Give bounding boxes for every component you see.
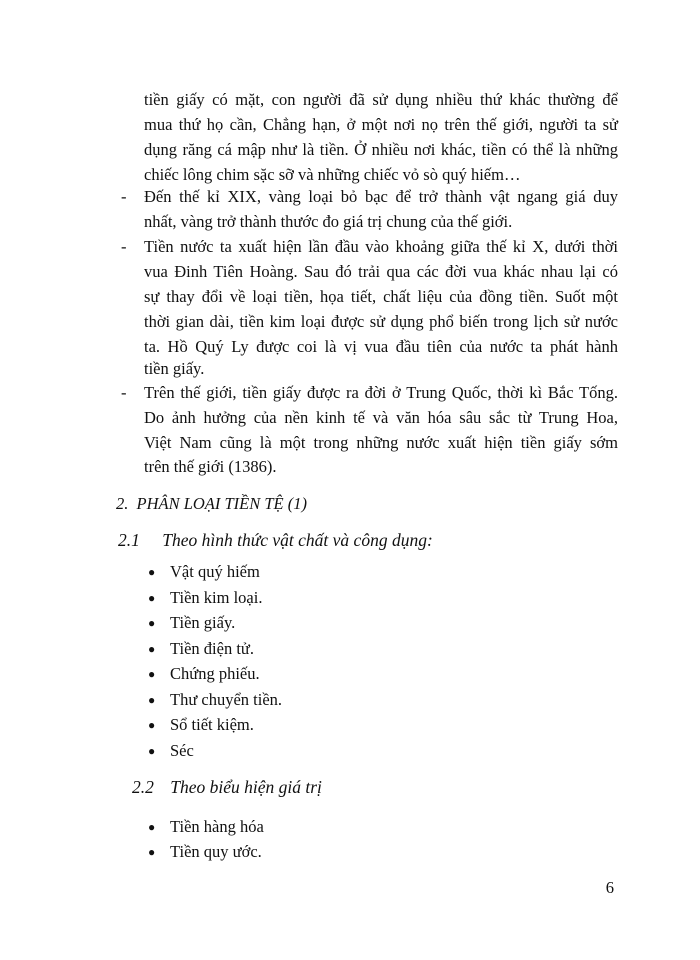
list-item: Tiền hàng hóa <box>170 817 264 836</box>
section-heading <box>116 494 307 514</box>
paragraph-line: tiền giấy. <box>144 359 205 378</box>
paragraph-line: vua Đinh Tiên Hoàng. Sau đó trải qua các đời vua khác nhau lại có <box>144 262 618 281</box>
list-item: Chứng phiếu. <box>170 664 260 683</box>
paragraph-line: chiếc lông chim sặc sỡ và những chiếc vỏ sò quý hiếm… <box>144 165 521 184</box>
list-item: Thư chuyển tiền. <box>170 690 283 709</box>
section-number: 2. <box>116 494 129 513</box>
paragraph-line: Tiền nước ta xuất hiện lần đầu vào khoảng giữa thế kỉ X, dưới thời <box>144 237 618 256</box>
paragraph-line: thời gian dài, tiền kim loại được sử dụng phổ biến trong lịch sử nước <box>144 312 618 331</box>
list-item: Tiền kim loại. <box>170 588 263 607</box>
dash-marker: - <box>121 237 127 256</box>
paragraph-line: dụng răng cá mập như là tiền. Ở nhiều nơi khác, tiền có thể là những <box>144 140 618 159</box>
dash-marker: - <box>121 187 127 206</box>
paragraph-line: ta. Hồ Quý Ly được coi là vị vua đầu tiên của nước ta phát hành <box>144 337 618 356</box>
paragraph-line: mua thứ họ cần, Chẳng hạn, ở một nơi nọ trên thế giới, người ta sử <box>144 115 618 134</box>
bullet-icon: ● <box>148 744 156 758</box>
bullet-icon: ● <box>148 616 156 630</box>
paragraph-line: sự thay đổi về loại tiền, họa tiết, chất liệu của đồng tiền. Suốt một <box>144 287 618 306</box>
bullet-icon: ● <box>148 820 156 834</box>
list-item: Tiền giấy. <box>170 613 236 632</box>
list-item: Vật quý hiếm <box>170 562 260 581</box>
page-number: 6 <box>605 878 614 897</box>
subsection-number: 2.1 <box>118 530 140 550</box>
paragraph-line: Do ảnh hưởng của nền kinh tế và văn hóa sâu sắc từ Trung Hoa, <box>144 408 618 427</box>
list-item: Sổ tiết kiệm. <box>170 715 254 734</box>
subsection-heading <box>118 530 433 551</box>
section-title: PHÂN LOẠI TIỀN TỆ (1) <box>136 494 307 513</box>
bullet-icon: ● <box>148 845 156 859</box>
subsection-heading <box>132 777 322 798</box>
paragraph-line: trên thế giới (1386). <box>144 457 277 476</box>
subsection-title: Theo biểu hiện giá trị <box>170 777 322 797</box>
paragraph-line: nhất, vàng trở thành thước đo giá trị chung của thế giới. <box>144 212 513 231</box>
subsection-number: 2.2 <box>132 777 154 797</box>
list-item: Tiền quy ước. <box>170 842 262 861</box>
bullet-icon: ● <box>148 565 156 579</box>
bullet-icon: ● <box>148 667 156 681</box>
dash-marker: - <box>121 383 127 402</box>
subsection-title: Theo hình thức vật chất và công dụng: <box>162 530 433 550</box>
bullet-icon: ● <box>148 693 156 707</box>
paragraph-line: Trên thế giới, tiền giấy được ra đời ở Trung Quốc, thời kì Bắc Tống. <box>144 383 618 402</box>
bullet-icon: ● <box>148 591 156 605</box>
paragraph-line: Việt Nam cũng là một trong những nước xuất hiện tiền giấy sớm <box>144 433 618 452</box>
bullet-icon: ● <box>148 718 156 732</box>
list-item: Séc <box>170 741 194 760</box>
list-item: Tiền điện tử. <box>170 639 254 658</box>
bullet-icon: ● <box>148 642 156 656</box>
paragraph-line: tiền giấy có mặt, con người đã sử dụng nhiều thứ khác thường để <box>144 90 618 109</box>
paragraph-line: Đến thế kỉ XIX, vàng loại bỏ bạc để trở thành vật ngang giá duy <box>144 187 618 206</box>
